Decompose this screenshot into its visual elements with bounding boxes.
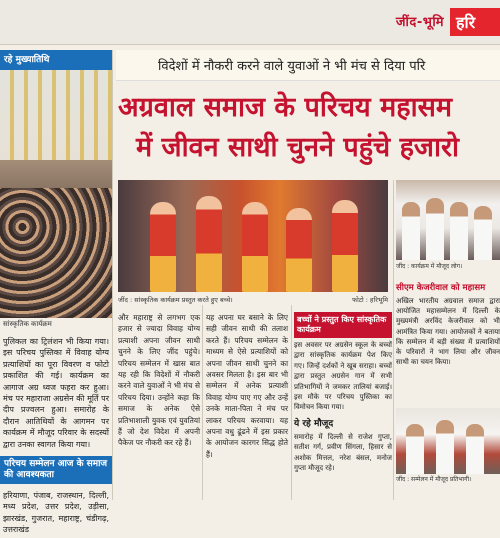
dancer-figure <box>150 202 176 292</box>
photo-credit: फोटो : हरिभूमि <box>352 296 388 304</box>
present-list-text: समारोह में दिल्ली से राजेश गुप्ता, सतीश गर्ग, प्रवीण सिंगला, हिसार से अशोक मित्तल, नरेश बंसल, मनोज गुप्ता मौजूद रहे। <box>294 432 392 473</box>
culture-box-head: बच्चों ने प्रस्तुत किए सांस्कृतिक कार्यक्रम <box>294 312 392 338</box>
culture-box <box>294 312 392 498</box>
main-photo-caption <box>118 295 388 305</box>
dancer-figure <box>242 202 268 292</box>
article-headline <box>118 88 500 168</box>
participant-figure <box>406 424 424 474</box>
right-bottom-caption: जींद : सम्मेलन में मौजूद प्रतिभागी। <box>396 476 472 483</box>
guest-figure <box>450 202 468 260</box>
left-subhead: परिचय सम्मेलन आज के समाज की आवश्यकता <box>0 456 112 484</box>
article-column-1: और महाराष्ट्र से लगभग एक हजार से ज्यादा विवाह योग्य प्रत्याशी अपना जीवन साथी चुनने के लिए जींद पहुंचे। परिचय सम्मेलन में खास बात यह रही कि विदेशों में नौकरी करने वाले युवाओं ने भी मंच से परिचय दिया। उन्होंने कहा कि समाज के अनेक ऐसे प्रतिभाशाली युवक एवं युवतियां हैं जो देश विदेश में अपनी पैकेज पर नौकरी कर रहे हैं। <box>118 313 200 448</box>
guest-figure <box>474 206 492 260</box>
article-column-2: यह अपना घर बसाने के लिए सही जीवन साथी की तलाश करते हैं। परिचय सम्मेलन के माध्यम से ऐसे प्रत्याशियों को अपना जीवन साथी चुनने का अवसर मिलता है। इस बार भी सम्मेलन में अनेक प्रत्याशी विवाह योग्य पाए गए और उन्हें उनके माता-पिता ने मंच पर लाकर परिचय करवाया। यह अपना वधु ढूंढने में इस प्रकार के आयोजन कारगर सिद्ध होते हैं। <box>206 313 288 459</box>
dancer-figure <box>332 200 358 292</box>
participant-figure <box>436 420 454 474</box>
left-photo-caption: सांस्कृतिक कार्यक्रम <box>3 320 52 328</box>
caption-text: जींद : सांस्कृतिक कार्यक्रम प्रस्तुत करते हुए बच्चे। <box>118 296 233 304</box>
article-deck: विदेशों में नौकरी करने वाले युवाओं ने भी मंच से दिया परि <box>158 59 426 74</box>
tent-canopy <box>0 70 112 160</box>
headline-line-1: अग्रवाल समाज के परिचय महासम <box>118 92 452 123</box>
right-headline: सीएम केजरीवाल को महासम <box>396 283 486 293</box>
column-divider <box>202 305 203 500</box>
dancer-figure <box>196 196 222 292</box>
participant-figure <box>466 424 484 474</box>
crowd <box>0 188 112 318</box>
main-dance-photo <box>118 180 388 292</box>
right-bottom-photo <box>396 408 500 474</box>
right-article-text: अखिल भारतीय अग्रवाल समाज द्वारा आयोजित महासम्मेलन में दिल्ली के मुख्यमंत्री अरविंद केजरीवाल को भी आमंत्रित किया गया। आयोजकों ने बताया कि सम्मेलन में बड़ी संख्या में प्रत्याशियों के परिवारों ने भाग लिया और जीवन साथी का चयन किया। <box>396 297 500 367</box>
present-subhead: ये रहे मौजूद <box>294 418 334 429</box>
dancer-figure <box>286 208 312 292</box>
guest-figure <box>402 202 420 260</box>
left-column <box>0 50 113 535</box>
left-article-text-2: हरियाणा, पंजाब, राजस्थान, दिल्ली, मध्य प्रदेश, उत्तर प्रदेश, उड़ीसा, झारखंड, गुजरात, महाराष्ट्र, चंडीगढ़, उत्तराखंड <box>3 491 109 535</box>
column-divider <box>393 180 394 500</box>
culture-box-text: इस अवसर पर अग्रसेन स्कूल के बच्चों द्वारा सांस्कृतिक कार्यक्रम पेश किए गए। जिन्हें दर्शकों ने खूब सराहा। बच्चों द्वारा प्रस्तुत अग्रसेन गान में सभी प्रतिभागियों ने जमकर तालियां बजाई। इस मौके पर परिचय पुस्तिका का विमोचन किया गया। <box>294 341 392 412</box>
guest-figure <box>426 198 444 260</box>
left-event-photo <box>0 70 112 318</box>
page-header <box>0 0 500 45</box>
left-article-text: पुलिकल का ट्रिलंशन भी किया गया। इस परिचय पुस्तिका में विवाह योग्य प्रत्याशियों का पूरा विवरण व फोटो प्रकाशित की गई। कार्यक्रम का आगाज अग्र ध्वज फहरा कर हुआ। मंच पर महाराजा अग्रसेन की मूर्ति पर दीप प्रज्वलन हुआ। समारोह के दौरान आतिथियों के आगमन पर कार्यक्रम में मौजूद परिवार के सदस्यों द्वारा उनका स्वागत किया गया। <box>3 337 109 449</box>
headline-line-2: में जीवन साथी चुनने पहुंचे हजारो <box>136 132 459 163</box>
section-label: जींद-भूमि <box>395 15 444 30</box>
right-guests-photo <box>396 180 500 260</box>
column-divider <box>291 305 292 500</box>
left-banner: रहे मुख्यातिथि <box>0 50 112 70</box>
right-photo-caption: जींद : कार्यक्रम में मौजूद लोग। <box>396 263 463 270</box>
brand-logo: हरि <box>450 8 500 36</box>
